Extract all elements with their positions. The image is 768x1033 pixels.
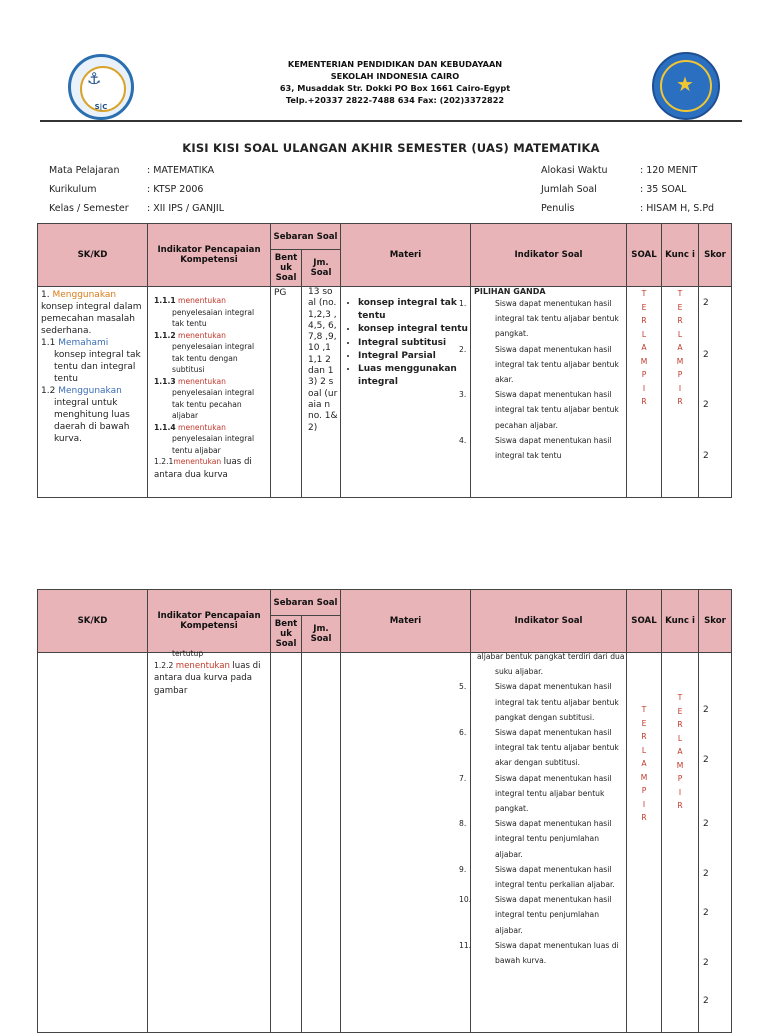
cell-jml [302, 287, 341, 498]
ipk-item [154, 660, 267, 698]
col-header-skor: Skor [699, 590, 732, 653]
meta-value-class: : XII IPS / GANJIL [147, 203, 225, 214]
ipk-verb: menentukan [173, 457, 222, 466]
cell-skor [699, 287, 732, 498]
skor-value: 2 [703, 350, 709, 360]
skor-value: 2 [703, 908, 709, 918]
col-header-kunci: Kunc i [662, 590, 699, 653]
indikator-item: 4. Siswa dapat menentukan hasil integral tak tentu [459, 435, 612, 461]
ipk-verb: menentukan [175, 660, 230, 671]
col-header-bentuk: Bent uk Soal [271, 616, 302, 653]
soal-terlampir: T E R L A M P I R [640, 289, 648, 406]
meta-value-time: : 120 MENIT [640, 165, 698, 176]
indikator-item: 1. Siswa dapat menentukan hasil integral tak tentu aljabar bentuk pangkat. [459, 299, 619, 339]
school-address: 63, Musaddak Str. Dokki PO Box 1661 Cairo-Egypt [279, 83, 511, 93]
skkd-verb-1-1: Memahami [58, 338, 109, 348]
indikator-item: 2. Siswa dapat menentukan hasil integral tak tentu aljabar bentuk akar. [459, 344, 619, 385]
grid-table-2 [37, 589, 732, 1033]
indikator-item: 10. Siswa dapat menentukan hasil integral tentu penjumlahan aljabar. [459, 895, 612, 935]
col-header-kunci: Kunc i [662, 224, 699, 287]
ipk-item [154, 295, 267, 330]
col-header-skkd: SK/KD [38, 590, 148, 653]
skkd-num-1-1: 1.1 [41, 338, 56, 348]
skor-value: 2 [703, 819, 709, 829]
ipk-text: luas di antara dua kurva [154, 457, 252, 480]
ipk-text: penyelesaian integral tak tentu pecahan aljabar [172, 388, 255, 420]
cell-bentuk [271, 653, 302, 1033]
ipk-num: 1.2.1 [154, 457, 174, 466]
ipk-item [154, 456, 267, 481]
ipk-num: 1.1.3 [154, 376, 176, 386]
col-header-soal: SOAL [627, 590, 662, 653]
school-phone: Telp.+20337 2822-7488 634 Fax: (202)3372822 [285, 95, 505, 105]
grid-table-1 [37, 223, 732, 498]
ipk-text-cont: tertutup [172, 649, 204, 658]
ipk-text: penyelesaian integral tentu aljabar [172, 434, 255, 455]
indikator-item: 6. Siswa dapat menentukan hasil integral tak tentu aljabar bentuk akar dengan subtitusi. [459, 728, 619, 768]
cell-skkd [38, 287, 148, 498]
indikator-item: 8. Siswa dapat menentukan hasil integral tentu penjumlahan aljabar. [459, 819, 612, 859]
indikator-item: 3. Siswa dapat menentukan hasil integral tak tentu aljabar bentuk pecahan aljabar. [459, 390, 619, 430]
col-header-jml: Jm. Soal [302, 250, 341, 287]
kunci-terlampir: T E R L A M P I R [676, 289, 684, 406]
meta-label-time: Alokasi Waktu [541, 165, 608, 176]
ipk-verb: menentukan [178, 422, 226, 432]
col-header-ipk: Indikator Pencapaian Kompetensi [148, 224, 271, 287]
star-icon: ★ [676, 72, 694, 96]
meta-label-class: Kelas / Semester [49, 203, 129, 214]
skkd-verb-1-2: Menggunakan [58, 386, 122, 396]
ipk-verb: menentukan [178, 330, 226, 340]
col-header-indikator: Indikator Soal [471, 224, 627, 287]
bentuk-value: PG [274, 288, 287, 298]
ipk-num: 1.2.2 [154, 660, 174, 670]
col-header-sebaran: Sebaran Soal [271, 590, 341, 616]
jml-value: 13 soal (no. 1,2,3 ,4,5, 6,7,8 ,9,10 ,11,1 2 dan 13) 2 soal (uraia n no. 1&2) [308, 287, 338, 433]
col-header-soal: SOAL [627, 224, 662, 287]
skor-value: 2 [703, 958, 709, 968]
indikator-item-cont: aljabar bentuk pangkat terdiri dari dua suku aljabar. [477, 652, 625, 677]
cell-indikator [459, 652, 627, 1033]
cell-skor [699, 653, 732, 1033]
col-header-skor: Skor [699, 224, 732, 287]
cell-jml [302, 653, 341, 1033]
materi-item: • konsep integral tak tentu [358, 297, 470, 323]
cell-bentuk [271, 287, 302, 498]
cell-kunci [662, 287, 699, 498]
meta-value-subject: : MATEMATIKA [147, 165, 215, 176]
section-label: PILIHAN GANDA [474, 287, 546, 296]
ipk-text: penyelesaian integral tak tentu dengan subtitusi [172, 342, 255, 374]
ipk-verb: menentukan [178, 376, 226, 386]
meta-value-count: : 35 SOAL [640, 184, 687, 195]
col-header-sebaran: Sebaran Soal [271, 224, 341, 250]
ipk-num: 1.1.1 [154, 296, 176, 305]
school-logo [68, 54, 134, 120]
ipk-num: 1.1.2 [154, 330, 176, 340]
cell-soal [627, 287, 662, 498]
col-header-ipk: Indikator Pencapaian Kompetensi [148, 590, 271, 653]
skor-value: 2 [703, 996, 709, 1006]
ipk-item [154, 330, 267, 376]
ipk-text-part: luas di antara dua kurva pada gambar [154, 660, 261, 696]
indikator-item: 7. Siswa dapat menentukan hasil integral tentu aljabar bentuk pangkat. [459, 773, 612, 814]
skkd-text-1: konsep integral dalam pemecahan masalah sederhana. [41, 302, 142, 336]
meta-label-curriculum: Kurikulum [49, 184, 97, 195]
skkd-verb-1: Menggunakan [52, 290, 117, 300]
ministry-logo [652, 52, 720, 120]
meta-label-subject: Mata Pelajaran [49, 165, 120, 176]
skkd-num-1: 1. [41, 290, 50, 300]
skkd-num-1-2: 1.2 [41, 386, 56, 396]
school-logo-text: S|C [94, 103, 108, 111]
skkd-text-1-2: integral untuk menghitung luas daerah di bawah kurva. [54, 398, 130, 444]
anchor-icon: ⚓ [87, 69, 102, 88]
col-header-bentuk: Bent uk Soal [271, 250, 302, 287]
cell-ipk [148, 649, 271, 1033]
cell-soal [627, 653, 662, 1033]
skor-value: 2 [703, 705, 709, 715]
kunci-terlampir: T E R L A M P I R [676, 693, 684, 810]
skkd-text-1-1: konsep integral tak tentu dan integral tentu [54, 350, 141, 384]
col-header-materi: Materi [341, 590, 471, 653]
soal-terlampir: T E R L A M P I R [640, 705, 648, 822]
ipk-verb: menentukan [178, 296, 226, 305]
materi-item: • Luas menggunakan integral [358, 363, 470, 389]
indikator-item: 9. Siswa dapat menentukan hasil integral tentu perkalian aljabar. [459, 864, 615, 890]
page-title: KISI KISI SOAL ULANGAN AKHIR SEMESTER (UAS) MATEMATIKA [182, 141, 600, 155]
ipk-num: 1.1.4 [154, 422, 176, 432]
cell-materi [341, 287, 471, 498]
col-header-materi: Materi [341, 224, 471, 287]
materi-item: • Integral Parsial [358, 350, 470, 363]
skor-value: 2 [703, 869, 709, 879]
ipk-item [154, 422, 267, 457]
ipk-item [154, 376, 267, 422]
meta-label-author: Penulis [541, 203, 575, 214]
skor-value: 2 [703, 451, 709, 461]
indikator-item: 11. Siswa dapat menentukan luas di bawah kurva. [459, 940, 619, 966]
cell-skkd [38, 653, 148, 1033]
school-name: SEKOLAH INDONESIA CAIRO [330, 71, 460, 81]
cell-ipk [148, 287, 271, 498]
cell-kunci [662, 653, 699, 1033]
meta-label-count: Jumlah Soal [541, 184, 597, 195]
cell-materi [341, 653, 471, 1033]
header-divider [40, 120, 742, 122]
skor-value: 2 [703, 400, 709, 410]
indikator-item: 5. Siswa dapat menentukan hasil integral tak tentu aljabar bentuk pangkat dengan subtitusi. [459, 682, 619, 722]
skor-value: 2 [703, 755, 709, 765]
ministry-name: KEMENTERIAN PENDIDIKAN DAN KEBUDAYAAN [287, 59, 503, 69]
ipk-text: penyelesaian integral tak tentu [172, 307, 255, 328]
materi-item: • konsep integral tentu [358, 323, 470, 336]
col-header-jml: Jm. Soal [302, 616, 341, 653]
col-header-skkd: SK/KD [38, 224, 148, 287]
meta-value-curriculum: : KTSP 2006 [147, 184, 204, 195]
cell-indikator [459, 287, 627, 498]
col-header-indikator: Indikator Soal [471, 590, 627, 653]
meta-value-author: : HISAM H, S.Pd [640, 203, 715, 214]
materi-item: • Integral subtitusi [358, 337, 470, 350]
skor-value: 2 [703, 298, 709, 308]
